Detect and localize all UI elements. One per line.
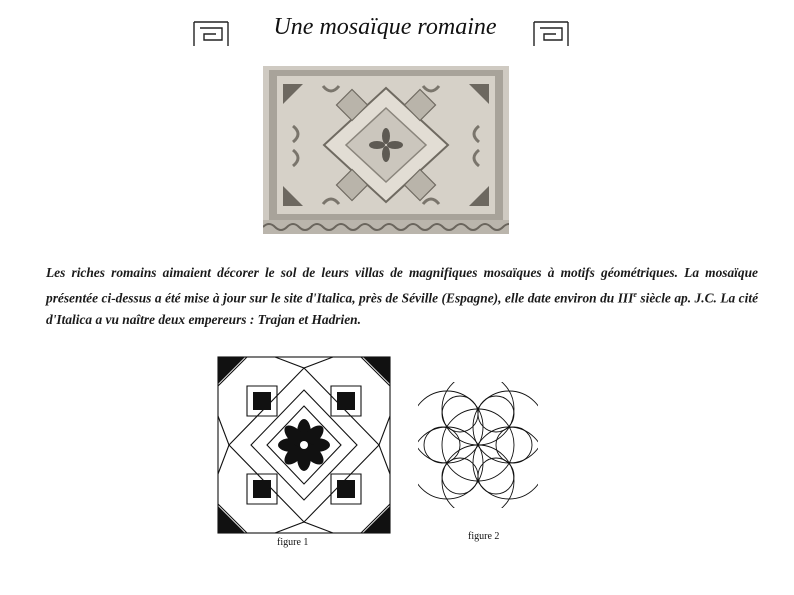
paragraph-text-a: Les riches romains aimaient décorer le sol de leurs villas de magnifiques mosaïques à motifs géométriques. La mosaïque présentée ci-dessus a été mise à jour sur le site d'Italica, près de Séville (Espagne), elle date environ du III	[46, 265, 758, 306]
figure-2-caption: figure 2	[468, 531, 500, 542]
description-paragraph	[46, 262, 758, 331]
century-superscript: e	[633, 290, 637, 299]
paragraph-text-b: siècle ap. J.C. La cité d'Italica a vu naître deux empereurs : Trajan et Hadrien.	[46, 290, 759, 328]
page-title: Une mosaïque romaine	[273, 14, 497, 40]
figure-2-diagram	[418, 382, 538, 508]
figure-1-diagram	[217, 356, 391, 534]
greek-key-ornament-right	[532, 20, 570, 48]
mosaic-photo	[263, 66, 509, 234]
figure-1-caption: figure 1	[277, 537, 309, 548]
